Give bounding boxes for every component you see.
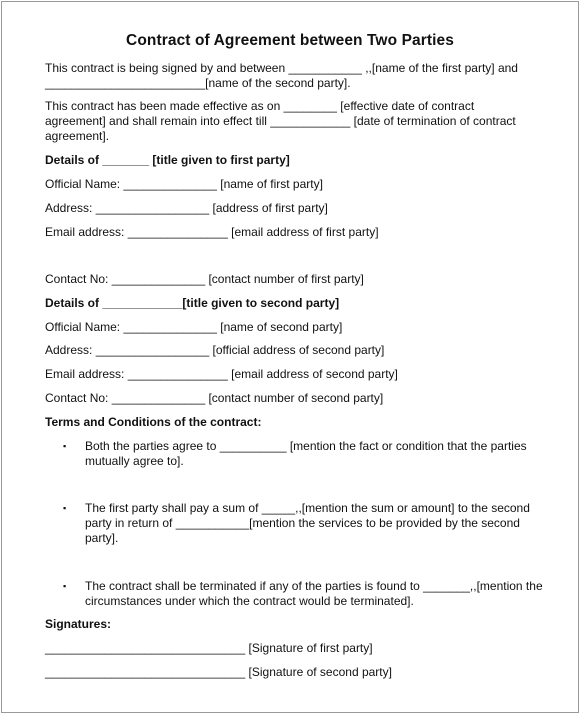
bullet-icon: ▪ [63,581,67,591]
bullet-icon: ▪ [63,503,67,513]
document-title: Contract of Agreement between Two Parties [126,32,454,49]
effective-line-3: agreement]. [45,129,110,143]
signature-first-party: ______________________________ [Signature of first party] [45,641,373,655]
intro-line-1: This contract is being signed by and between ___________ ,,[name of the first party] and [45,61,518,75]
term-2-line-2: party in return of ___________[mention the services to be provided by the second [85,516,520,530]
intro-line-2: ________________________[name of the second party]. [45,76,351,90]
signature-second-party: ______________________________ [Signature of second party] [45,665,392,679]
bullet-icon: ▪ [63,441,67,451]
signatures-heading: Signatures: [45,617,112,631]
term-2-line-3: party]. [85,531,119,545]
second-party-address: Address: _________________ [official address of second party] [45,343,385,357]
term-3-line-2: circumstances under which the contract would be terminated]. [85,594,414,608]
term-1-line-2: mutually agree to]. [85,454,184,468]
second-party-heading: Details of ____________[title given to second party] [45,296,340,310]
contract-page [1,1,579,713]
term-3-line-1: The contract shall be terminated if any of the parties is found to _______,,[mention the [85,579,543,593]
effective-line-1: This contract has been made effective as on ________ [effective date of contract [45,99,475,113]
first-party-email: Email address: _______________ [email address of first party] [45,225,379,239]
first-party-official-name: Official Name: ______________ [name of first party] [45,177,323,191]
second-party-email: Email address: _______________ [email address of second party] [45,367,398,381]
term-2-line-1: The first party shall pay a sum of _____,,[mention the sum or amount] to the second [85,501,530,515]
second-party-contact: Contact No: ______________ [contact number of second party] [45,391,384,405]
term-1-line-1: Both the parties agree to __________ [mention the fact or condition that the parties [85,439,527,453]
effective-line-2: agreement] and shall remain into effect till ____________ [date of termination of contract [45,114,516,128]
terms-heading: Terms and Conditions of the contract: [45,415,262,429]
first-party-contact: Contact No: ______________ [contact number of first party] [45,272,364,286]
first-party-address: Address: _________________ [address of first party] [45,201,328,215]
first-party-heading: Details of _______ [title given to first party] [45,153,290,167]
second-party-official-name: Official Name: ______________ [name of second party] [45,320,343,334]
